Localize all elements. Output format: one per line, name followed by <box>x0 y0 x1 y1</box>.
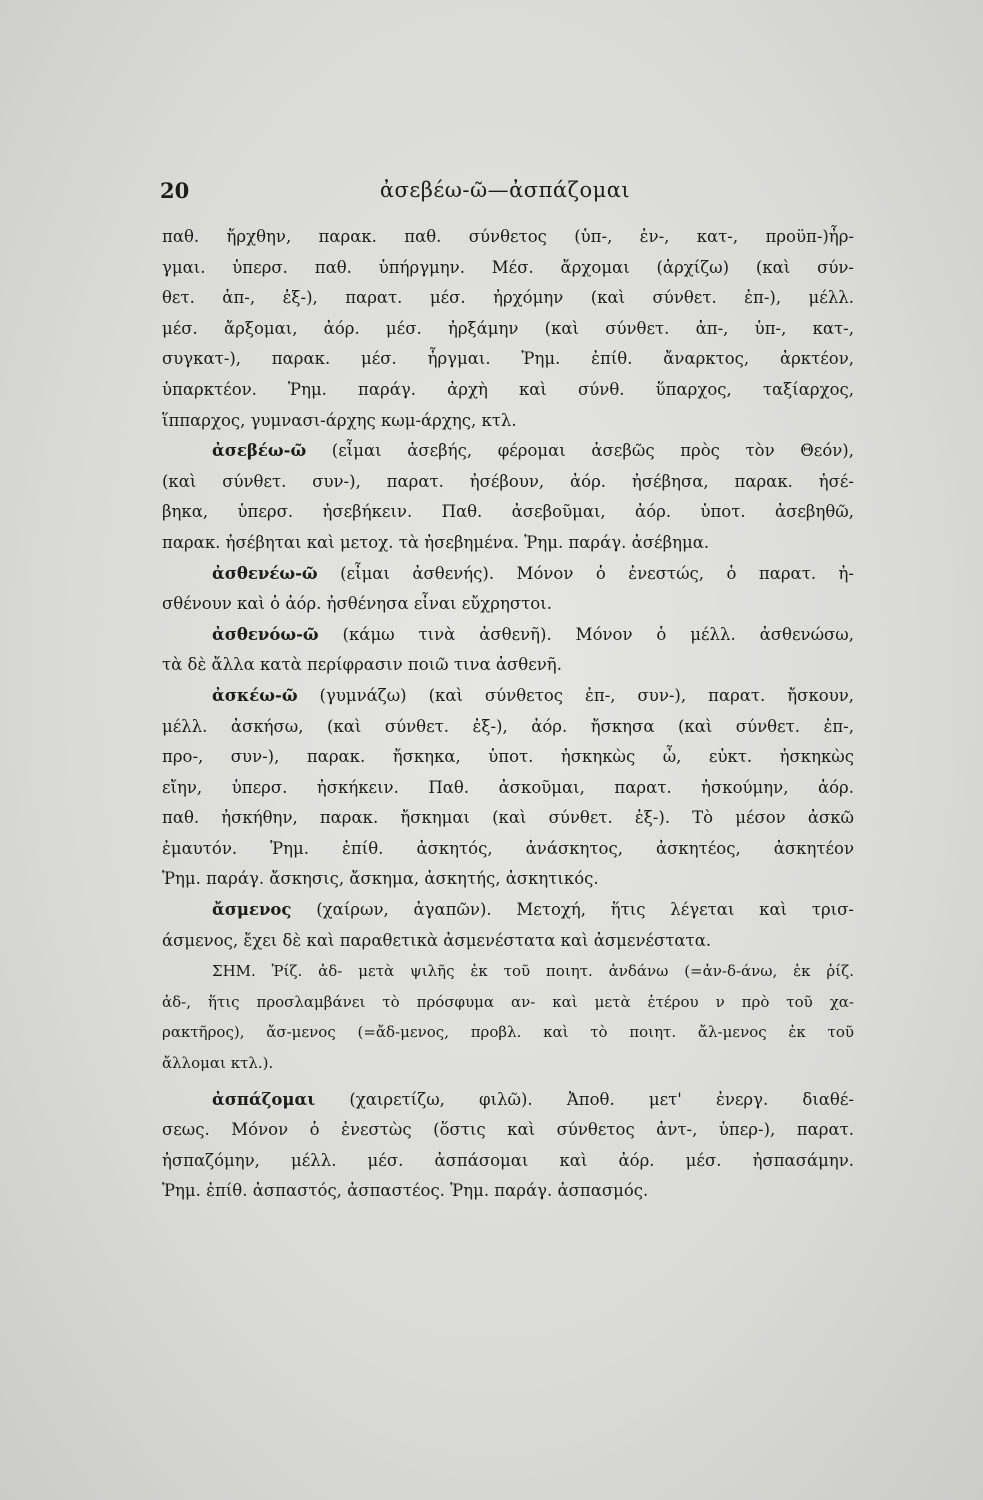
text-line: παθ. ἤρχθην, παρακ. παθ. σύνθετος (ὑπ-, ἐν-, κατ-, προϋπ-)ἦρ- <box>162 227 854 246</box>
text-line: βηκα, ὑπερσ. ἠσεβήκειν. Παθ. ἀσεβοῦμαι, ἀόρ. ὑποτ. ἀσεβηθῶ, <box>162 502 854 522</box>
text-line: εἴην, ὑπερσ. ἠσκήκειν. Παθ. ἀσκοῦμαι, παρατ. ἠσκούμην, ἀόρ. <box>162 777 854 797</box>
entry-askeo <box>162 681 854 895</box>
entry-asmenos <box>162 895 854 956</box>
entry-astheneo <box>162 559 854 620</box>
text-line: παθ. ἠσκήθην, παρακ. ἤσκημαι (καὶ σύνθετ. ἐξ-). Τὸ μέσον ἀσκῶ <box>162 808 854 828</box>
text-line: τὰ δὲ ἄλλα κατὰ περίφρασιν ποιῶ τινα ἀσθενῆ. <box>162 655 562 675</box>
entry-first-line <box>162 895 854 926</box>
text-line: Ῥημ. ἐπίθ. ἀσπαστός, ἀσπαστέος. Ῥημ. παράγ. ἀσπασμός. <box>162 1181 649 1201</box>
entry-first-line <box>162 620 854 651</box>
text-line: ὑπαρκτέον. Ῥημ. παράγ. ἀρχὴ καὶ σύνθ. ὕπαρχος, ταξίαρχος, <box>162 379 854 399</box>
entry-lemma: ἀσπάζομαι <box>212 1089 316 1109</box>
page-header <box>160 178 850 208</box>
entry-text: (γυμνάζω) (καὶ σύνθετος ἐπ-, συν-), παρατ. ἤσκουν, <box>297 685 854 705</box>
text-line: ἐμαυτόν. Ῥημ. ἐπίθ. ἀσκητός, ἀνάσκητος, ἀσκητέος, ἀσκητέον <box>162 838 854 858</box>
entry-lemma: ἀσθενέω-ῶ <box>212 563 318 583</box>
text-line: παρακ. ἠσέβηται καὶ μετοχ. τὰ ἠσεβημένα. Ῥημ. παράγ. ἀσέβημα. <box>162 532 710 552</box>
note-line: ἀδ-, ἥτις προσλαμβάνει τὸ πρόσφυμα αν- καὶ μετὰ ἑτέρου ν πρὸ τοῦ χα- <box>162 992 854 1011</box>
entry-lemma: ἀσκέω-ῶ <box>212 685 298 705</box>
entry-asebeo <box>162 436 854 558</box>
page-body <box>162 222 854 1207</box>
entry-first-line <box>162 1085 854 1116</box>
page-number: 20 <box>160 178 190 203</box>
text-line: άσμενος, ἔχει δὲ καὶ παραθετικὰ ἀσμενέστατα καὶ ἀσμενέστατα. <box>162 930 712 950</box>
text-line: μέλλ. ἀσκήσω, (καὶ σύνθετ. ἐξ-), ἀόρ. ἤσκησα (καὶ σύνθετ. ἐπ-, <box>162 716 854 736</box>
paragraph-continuation <box>162 222 854 436</box>
text-line: σθένουν καὶ ὁ ἀόρ. ἠσθένησα εἶναι εὔχρηστοι. <box>162 594 552 614</box>
entry-lemma: ἀσεβέω-ῶ <box>212 441 307 461</box>
text-line: σεως. Μόνον ὁ ἐνεστὼς (ὅστις καὶ σύνθετος ἀντ-, ὑπερ-), παρατ. <box>162 1120 854 1140</box>
running-title: ἀσεβέω-ῶ—ἀσπάζομαι <box>379 178 631 202</box>
note-line: ΣΗΜ. Ῥίζ. ἀδ- μετὰ ψιλῆς ἐκ τοῦ ποιητ. ἁνδάνω (=ἀν-δ-άνω, ἐκ ῥίζ. <box>212 962 854 981</box>
text-line: μέσ. ἄρξομαι, ἀόρ. μέσ. ἠρξάμην (καὶ σύνθετ. ἀπ-, ὑπ-, κατ-, <box>162 318 854 338</box>
entry-first-line <box>162 559 854 590</box>
text-line: Ῥημ. παράγ. ἄσκησις, ἄσκημα, ἀσκητής, ἀσκητικός. <box>162 869 599 889</box>
entry-first-line <box>162 681 854 712</box>
entry-text: (εἶμαι ἀσεβής, φέρομαι ἀσεβῶς πρὸς τὸν Θεόν), <box>306 441 854 461</box>
text-line: (καὶ σύνθετ. συν-), παρατ. ἠσέβουν, ἀόρ. ἠσέβησα, παρακ. ἠσέ- <box>162 471 854 491</box>
entry-text: (χαιρετίζω, φιλῶ). Ἀποθ. μετ' ἐνεργ. διαθέ- <box>315 1089 854 1109</box>
text-line: ἠσπαζόμην, μέλλ. μέσ. ἀσπάσομαι καὶ ἀόρ. μέσ. ἠσπασάμην. <box>162 1150 854 1170</box>
note-line: ρακτῆρος), ἄσ-μενος (=ἄδ-μενος, προβλ. καὶ τὸ ποιητ. ἄλ-μενος ἐκ τοῦ <box>162 1023 854 1042</box>
entry-text: (κάμω τινὰ ἀσθενῆ). Μόνον ὁ μέλλ. ἀσθενώσω, <box>318 624 854 644</box>
text-line: ἵππαρχος, γυμνασι-άρχης κωμ-άρχης, κτλ. <box>162 410 517 430</box>
entry-lemma: ἄσμενος <box>212 900 292 920</box>
text-line: γμαι. ὑπερσ. παθ. ὑπήργμην. Μέσ. ἄρχομαι (ἀρχίζω) (καὶ σύν- <box>162 257 854 277</box>
entry-asthenoo <box>162 620 854 681</box>
entry-lemma: ἀσθενόω-ῶ <box>212 624 319 644</box>
note-block <box>162 956 854 1078</box>
text-line: προ-, συν-), παρακ. ἤσκηκα, ὑποτ. ἠσκηκὼς ὦ, εὐκτ. ἠσκηκὼς <box>162 747 854 767</box>
entry-text: (εἶμαι ἀσθενής). Μόνον ὁ ἐνεστώς, ὁ παρατ. ἠ- <box>317 563 854 583</box>
entry-text: (χαίρων, ἀγαπῶν). Μετοχή, ἥτις λέγεται καὶ τρισ- <box>291 900 854 920</box>
entry-first-line <box>162 436 854 467</box>
note-line: ἄλλομαι κτλ.). <box>162 1054 274 1073</box>
entry-aspazomai <box>162 1085 854 1207</box>
text-line: συγκατ-), παρακ. μέσ. ἦργμαι. Ῥημ. ἐπίθ. ἄναρκτος, ἀρκτέον, <box>162 349 854 369</box>
text-line: θετ. ἀπ-, ἐξ-), παρατ. μέσ. ἠρχόμην (καὶ σύνθετ. ἐπ-), μέλλ. <box>162 288 854 308</box>
